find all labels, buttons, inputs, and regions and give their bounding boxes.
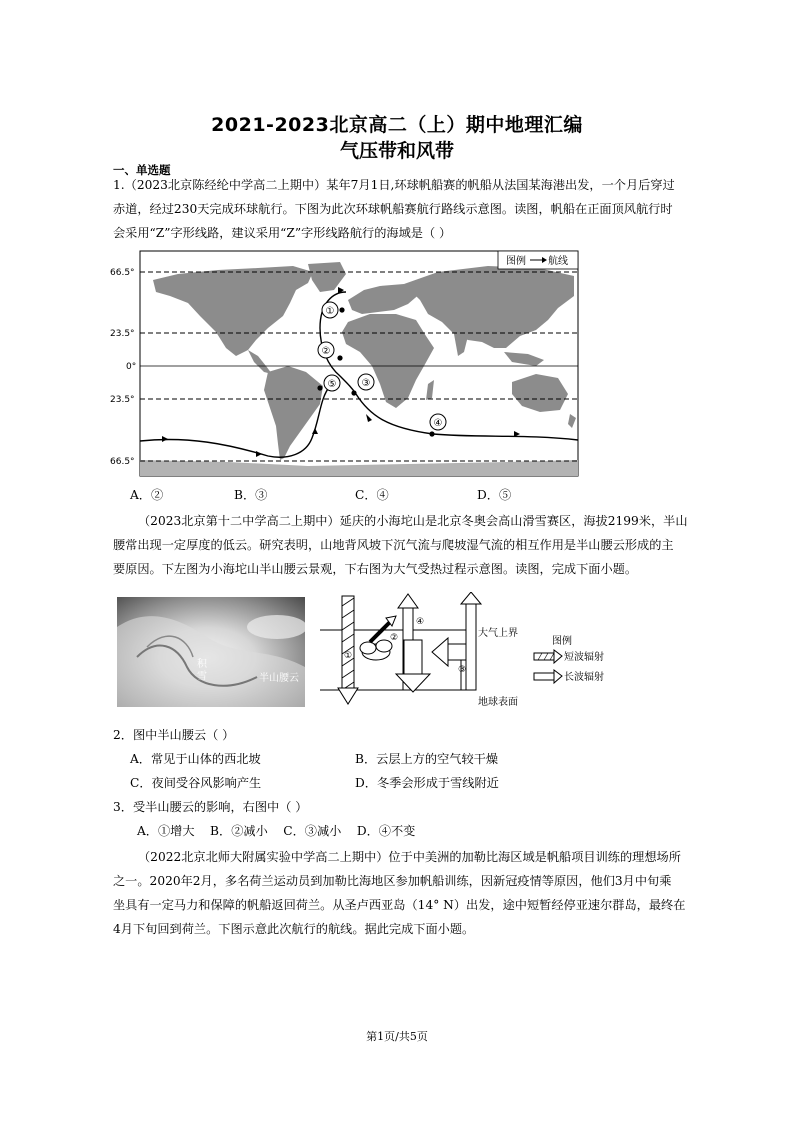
q1-option-a: A．② <box>130 488 164 502</box>
route-marker-2: ② <box>321 346 331 357</box>
q2-option-c: C．夜间受谷风影响产生 <box>130 776 262 790</box>
document-title: 2021-2023北京高二（上）期中地理汇编 <box>211 114 583 136</box>
lat-label-23n: 23.5° <box>110 329 135 339</box>
route-marker-3: ③ <box>361 378 371 389</box>
intro4-line-4: 4月下旬回到荷兰。下图示意此次航行的航线。据此完成下面小题。 <box>113 922 475 936</box>
intro2-line-3: 要原因。下左图为小海坨山半山腰云景观，下右图为大气受热过程示意图。读图，完成下面小题。 <box>113 562 638 576</box>
lat-label-66n: 66.5° <box>110 268 135 278</box>
q1-option-c: C．④ <box>355 488 389 502</box>
document-subtitle: 气压带和风带 <box>339 140 454 162</box>
section-heading: 一、单选题 <box>113 163 171 177</box>
route-marker-1: ① <box>325 306 335 317</box>
q2-option-d: D．冬季会形成于雪线附近 <box>355 776 499 790</box>
map-legend-title: 图例 <box>506 256 526 267</box>
diagram-num-2: ② <box>390 633 399 643</box>
diagram-num-3: ③ <box>458 665 467 675</box>
lat-label-equator: 0° <box>126 362 137 372</box>
diagram-num-1: ① <box>344 651 353 661</box>
label-top-atmosphere: 大气上界 <box>478 628 518 639</box>
intro2-line-2: 腰常出现一定厚度的低云。研究表明，山地背风坡下沉气流与爬坡湿气流的相互作用是半山腰云形成的主 <box>113 538 674 552</box>
photo-label-snow: 积雪 <box>197 659 207 682</box>
mountain-cloud-photo <box>117 597 305 707</box>
q2-option-a: A．常见于山体的西北坡 <box>130 752 261 766</box>
intro4-line-2: 之一。2020年2月，多名荷兰运动员到加勒比海地区参加帆船训练，因新冠疫情等原因，他们3月中旬乘 <box>113 874 672 888</box>
intro4-line-3: 坐具有一定马力和保障的帆船返回荷兰。从圣卢西亚岛（14° N）出发，途中短暂经停亚速尔群岛，最终在 <box>113 898 686 912</box>
route-marker-5: ⑤ <box>327 379 337 390</box>
diagram-legend-short: 短波辐射 <box>564 652 604 663</box>
page-footer: 第1页/共5页 <box>366 1030 428 1043</box>
diagram-num-4: ④ <box>416 617 425 627</box>
world-route-map <box>108 248 582 480</box>
q1-line-3: 会采用“Z”字形线路，建议采用“Z”字形线路航行的海域是（ ） <box>113 226 452 240</box>
q1-line-2: 赤道，经过230天完成环球航行。下图为此次环球帆船赛航行路线示意图。读图，帆船在正面顶风航行时 <box>113 202 673 216</box>
label-earth-surface: 地球表面 <box>478 697 518 708</box>
q1-option-d: D．⑤ <box>477 488 512 502</box>
q1-line-1: 1.（2023北京陈经纶中学高二上期中）某年7月1日,环球帆船赛的帆船从法国某海港出发，一个月后穿过 <box>113 178 675 192</box>
lat-label-66s: 66.5° <box>110 457 135 467</box>
intro2-line-1: （2023北京第十二中学高二上期中）延庆的小海坨山是北京冬奥会高山滑雪赛区，海拔2199米，半山 <box>138 514 688 528</box>
q2-stem: 2．图中半山腰云（ ） <box>113 728 235 742</box>
map-legend-item: 航线 <box>548 256 568 267</box>
photo-label-cloud: 半山腰云 <box>259 673 299 684</box>
atmosphere-heating-diagram <box>320 592 610 710</box>
q3-options: A．①增大 B．②减小 C．③减小 D．④不变 <box>137 824 416 838</box>
q3-stem: 3．受半山腰云的影响，右图中（ ） <box>113 800 308 814</box>
lat-label-23s: 23.5° <box>110 395 135 405</box>
diagram-legend-title: 图例 <box>552 636 572 647</box>
diagram-legend-long: 长波辐射 <box>564 672 604 683</box>
q1-option-b: B．③ <box>234 488 268 502</box>
intro4-line-1: （2022北京北师大附属实验中学高二上期中）位于中美洲的加勒比海区域是帆船项目训练的理想场所 <box>138 850 681 864</box>
q2-option-b: B．云层上方的空气较干燥 <box>355 752 499 766</box>
route-marker-4: ④ <box>433 418 443 429</box>
